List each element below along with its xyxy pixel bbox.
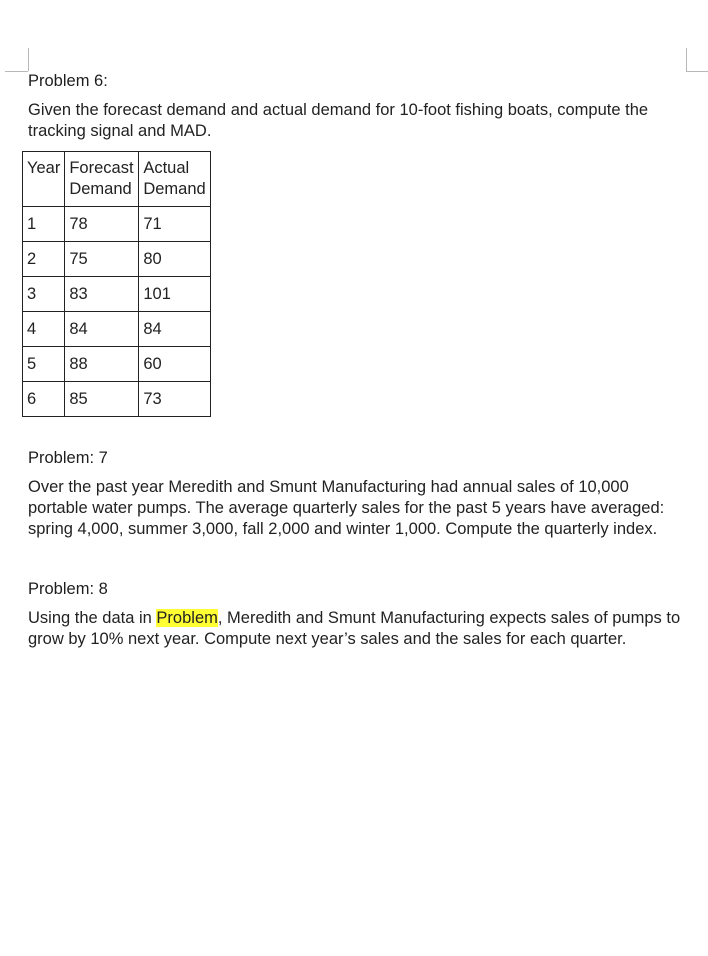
highlighted-word: Problem	[156, 609, 218, 627]
cell-actual: 73	[139, 382, 210, 417]
table-row	[23, 277, 211, 312]
cell-year: 4	[23, 312, 65, 347]
cell-forecast: 78	[65, 207, 139, 242]
header-actual-demand: Actual Demand	[139, 152, 210, 207]
cell-actual: 71	[139, 207, 210, 242]
table-row	[23, 207, 211, 242]
cell-year: 2	[23, 242, 65, 277]
table-header-row	[23, 152, 211, 207]
table-row	[23, 347, 211, 382]
cell-forecast: 85	[65, 382, 139, 417]
crop-mark-top-left-horizontal	[5, 71, 28, 72]
cell-actual: 60	[139, 347, 210, 382]
cell-year: 5	[23, 347, 65, 382]
header-year: Year	[23, 152, 65, 207]
crop-mark-top-left-vertical	[28, 48, 29, 71]
problem-8-text-after: , Meredith and Smunt Manufacturing expects sales of pumps to grow by 10% next year. Compute next year’s sales and the sales for each quarter.	[28, 609, 681, 648]
document-body	[28, 70, 688, 650]
cell-year: 3	[23, 277, 65, 312]
crop-mark-top-right-vertical	[686, 48, 687, 71]
problem-8-heading: Problem: 8	[28, 580, 108, 598]
problem-6-heading: Problem 6:	[28, 72, 108, 90]
cell-actual: 84	[139, 312, 210, 347]
cell-forecast: 75	[65, 242, 139, 277]
cell-year: 6	[23, 382, 65, 417]
problem-8-text-before: Using the data in	[28, 609, 157, 627]
crop-mark-top-right-horizontal	[686, 71, 708, 72]
table-row	[23, 242, 211, 277]
problem-8-text	[28, 608, 688, 650]
table-row	[23, 312, 211, 347]
table-row	[23, 382, 211, 417]
cell-actual: 80	[139, 242, 210, 277]
cell-forecast: 84	[65, 312, 139, 347]
problem-7-heading: Problem: 7	[28, 449, 108, 467]
cell-year: 1	[23, 207, 65, 242]
header-forecast-demand: Forecast Demand	[65, 152, 139, 207]
cell-forecast: 88	[65, 347, 139, 382]
problem-7-text: Over the past year Meredith and Smunt Manufacturing had annual sales of 10,000 portable water pumps. The average quarterly sales for the past 5 years have averaged: spring 4,000, summer 3,000, fall 2,000 and winter 1,000. Compute the quarterly index.	[28, 478, 665, 538]
cell-forecast: 83	[65, 277, 139, 312]
demand-table	[22, 151, 211, 417]
cell-actual: 101	[139, 277, 210, 312]
problem-6-text: Given the forecast demand and actual demand for 10-foot fishing boats, compute the tracking signal and MAD.	[28, 101, 649, 140]
